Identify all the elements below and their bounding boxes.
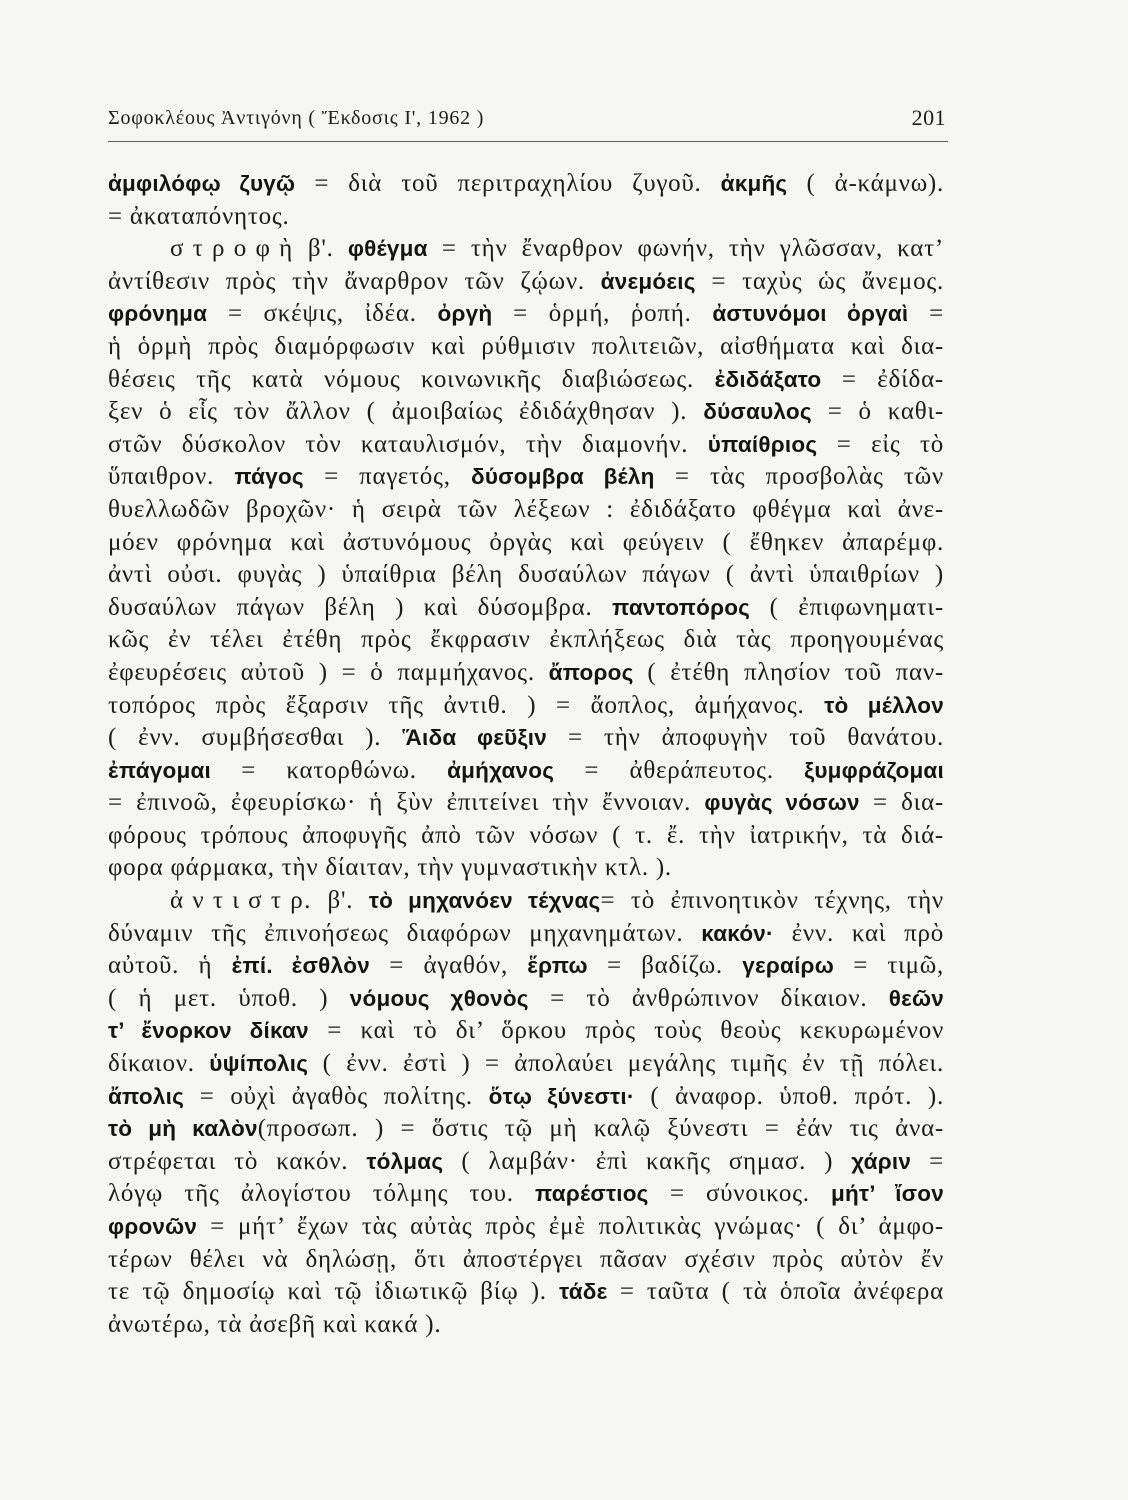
headword: ἀμήχανος xyxy=(447,757,555,783)
gloss-text: ( ἐνν. συμβήσεσθαι ). xyxy=(108,724,403,752)
gloss-text: = βαδίζω. xyxy=(587,952,743,980)
text-line xyxy=(108,168,944,201)
text-line xyxy=(108,820,944,853)
gloss-text: ἀντὶ οὐσι. φυγὰς ) ὑπαίθρια βέλη δυσαύλων πάγων ( ἀντὶ ὑπαιθρίων ) xyxy=(108,561,944,589)
text-line-content xyxy=(108,1015,944,1048)
gloss-text: ( ἐνν. ἐστὶ ) = ἀπολαύει μεγάλης τιμῆς ἐν τῇ πόλει. xyxy=(308,1050,944,1078)
headword: παρέστιος xyxy=(534,1181,649,1207)
text-line xyxy=(108,950,944,983)
gloss-text: = διὰ τοῦ περιτραχηλίου ζυγοῦ. xyxy=(295,170,721,197)
headword: τ’ ἔνορκον δίκαν xyxy=(108,1018,309,1044)
text-line xyxy=(108,201,944,234)
headword: φυγὰς νόσων xyxy=(704,790,860,816)
gloss-text: στῶν δύσκολον τὸν καταυλισμόν, τὴν διαμονήν. xyxy=(108,430,708,458)
gloss-text: ξεν ὁ εἷς τὸν ἄλλον ( ἀμοιβαίως ἐδιδάχθησαν ). xyxy=(108,398,704,426)
headword: ἀστυνόμοι ὀργαὶ xyxy=(712,301,909,327)
gloss-text: = ἀγαθόν, xyxy=(370,952,528,980)
section-marker: ἀ ν τ ι σ τ ρ. xyxy=(170,887,312,915)
headword: νόμους χθονὸς xyxy=(349,985,529,1011)
text-line xyxy=(108,1211,944,1244)
text-line-content xyxy=(108,1113,944,1146)
text-line-content xyxy=(108,787,944,820)
gloss-text: δύναμιν τῆς ἐπινοήσεως διαφόρων μηχανημάτων. xyxy=(108,919,702,947)
text-line-content xyxy=(108,1081,944,1114)
headword: ἀμφιλόφῳ ζυγῷ xyxy=(108,171,296,196)
text-line-content xyxy=(108,396,944,429)
gloss-text: φόρους τρόπους ἀποφυγῆς ἀπὸ τῶν νόσων ( τ. ἔ. τὴν ἰατρικήν, τὰ διά- xyxy=(108,821,944,849)
text-line xyxy=(108,233,944,266)
text-line-content xyxy=(108,364,944,397)
text-line-content xyxy=(108,527,944,560)
gloss-text: β'. xyxy=(293,235,348,263)
headword: ἀνεμόεις xyxy=(600,268,696,294)
text-line-content xyxy=(108,820,944,853)
text-line-content xyxy=(108,168,944,201)
gloss-text: ( ἡ μετ. ὑποθ. ) xyxy=(108,984,350,1012)
gloss-text: τοπόρος πρὸς ἔξαρσιν τῆς ἀντιθ. ) = ἄοπλος, ἀμήχανος. xyxy=(108,691,825,719)
headword: ἄπολις xyxy=(108,1083,184,1109)
text-line xyxy=(108,657,944,690)
text-line-content xyxy=(170,885,944,918)
text-line-content xyxy=(108,1146,944,1179)
gloss-text: β'. xyxy=(311,887,369,915)
gloss-text: ὕπαιθρον. xyxy=(108,463,235,491)
text-line-content xyxy=(108,755,944,788)
headword: φθέγμα xyxy=(347,236,428,262)
text-line xyxy=(108,983,944,1016)
gloss-text: τε τῷ δημοσίῳ καὶ τῷ ἰδιωτικῷ βίῳ ). xyxy=(108,1278,560,1306)
text-line xyxy=(108,755,944,788)
headword: ὅτῳ ξύνεστι· xyxy=(488,1083,635,1109)
headword: ὑψίπολις xyxy=(209,1051,309,1077)
text-line xyxy=(108,885,944,918)
headword: μήτ’ ἴσον xyxy=(831,1181,944,1207)
gloss-text: = σκέψις, ἰδέα. xyxy=(207,300,438,328)
gloss-text: τέρων θέλει νὰ δηλώσῃ, ὅτι ἀποστέργει πᾶσαν σχέσιν πρὸς αὐτὸν ἔν xyxy=(108,1245,944,1273)
text-line xyxy=(108,852,944,885)
headword: ὑπαίθριος xyxy=(707,431,818,457)
gloss-text: λόγῳ τῆς ἀλογίστου τόλμης του. xyxy=(108,1180,535,1208)
gloss-text: = τὰς προσβολὰς τῶν xyxy=(654,463,944,491)
text-line xyxy=(108,1146,944,1179)
gloss-text: θυελλωδῶν βροχῶν· ἡ σειρὰ τῶν λέξεων : ἐδιδάξατο φθέγμα καὶ ἀνε- xyxy=(108,495,944,523)
gloss-text: = τὸ ἐπινοητικὸν τέχνης, τὴν xyxy=(600,887,944,915)
page-number: 201 xyxy=(911,105,946,130)
body-text xyxy=(108,168,944,1341)
text-line xyxy=(108,364,944,397)
text-line xyxy=(108,494,944,527)
headword: τόλμας xyxy=(366,1148,444,1174)
gloss-text: ( λαμβάν· ἐπὶ κακῆς σημασ. ) xyxy=(443,1147,852,1175)
gloss-text: αὐτοῦ. ἡ xyxy=(108,952,232,980)
gloss-text: μόεν φρόνημα καὶ ἀστυνόμους ὀργὰς καὶ φεύγειν ( ἔθηκεν ἀπαρέμφ. xyxy=(108,528,944,556)
headword: γεραίρω xyxy=(742,953,834,979)
gloss-text: = μήτ’ ἔχων τὰς αὐτὰς πρὸς ἐμὲ πολιτικὰς γνώμας· ( δι’ ἀμφο- xyxy=(197,1213,944,1240)
gloss-text: = ἐδίδα- xyxy=(821,365,944,393)
gloss-text: = ταχὺς ὡς ἄνεμος. xyxy=(695,267,944,295)
gloss-text: = κατορθώνω. xyxy=(211,756,448,784)
gloss-text: ( ἐπιφωνηματι- xyxy=(750,593,944,621)
text-line-content xyxy=(108,722,944,755)
gloss-text: = τὸ ἀνθρώπινον δίκαιον. xyxy=(528,984,889,1012)
text-line-content xyxy=(108,461,944,494)
running-header xyxy=(108,104,946,132)
gloss-text: θέσεις τῆς κατὰ νόμους κοινωνικῆς διαβιώσεως. xyxy=(108,365,715,393)
text-line xyxy=(108,722,944,755)
text-line-content xyxy=(108,1244,944,1277)
headword: ξυμφράζομαι xyxy=(804,757,944,783)
headword: πάγος xyxy=(234,464,304,490)
text-line-content xyxy=(108,950,944,983)
text-line-content xyxy=(108,1211,944,1244)
gloss-text: = xyxy=(908,300,944,328)
text-line-content xyxy=(108,918,944,951)
text-line-content xyxy=(108,201,290,234)
text-line-content xyxy=(108,429,944,462)
text-line xyxy=(108,298,944,331)
headword: παντοπόρος xyxy=(612,594,751,620)
gloss-text: = δια- xyxy=(859,789,945,817)
gloss-text: = ὁ καθι- xyxy=(811,398,944,426)
gloss-text: = οὐχὶ ἀγαθὸς πολίτης. xyxy=(184,1082,489,1110)
text-line xyxy=(108,787,944,820)
headword: δύσομβρα βέλη xyxy=(470,464,655,490)
running-title: Σοφοκλέους Ἀντιγόνη ( Ἔκδοσις Ι', 1962 ) xyxy=(108,107,485,129)
text-line xyxy=(108,1113,944,1146)
text-line-content xyxy=(108,690,944,723)
gloss-text: = ἐπινοῶ, ἐφευρίσκω· ἡ ξὺν ἐπιτείνει τὴν ἔννοιαν. xyxy=(108,789,705,817)
text-line xyxy=(108,1244,944,1277)
gloss-text: φορα φάρμακα, τὴν δίαιταν, τὴν γυμναστικὴν κτλ. ). xyxy=(108,854,672,882)
headword: ἐπάγομαι xyxy=(108,757,212,783)
text-line xyxy=(108,331,944,364)
gloss-text: ( ἐτέθη πλησίον τοῦ παν- xyxy=(633,658,945,686)
gloss-text: = τιμῶ, xyxy=(833,952,945,980)
text-line-content xyxy=(108,983,944,1016)
headword: τὸ μὴ καλὸν xyxy=(108,1116,258,1142)
headword: Ἅιδα φεῦξιν xyxy=(402,725,547,751)
text-line-content xyxy=(108,298,944,331)
text-line xyxy=(108,624,944,657)
text-line xyxy=(108,690,944,723)
gloss-text: = ταῦτα ( τὰ ὁποῖα ἀνέφερα xyxy=(607,1278,944,1306)
text-line xyxy=(108,266,944,299)
gloss-text: = εἰς τὸ xyxy=(817,430,944,458)
headword: κακόν· xyxy=(701,920,774,946)
gloss-text: ἡ ὁρμὴ πρὸς διαμόρφωσιν καὶ ρύθμισιν πολιτειῶν, αἰσθήματα καὶ δια- xyxy=(108,332,944,360)
text-line xyxy=(108,1048,944,1081)
gloss-text: = ὁρμή, ῥοπή. xyxy=(492,300,713,328)
text-line-content xyxy=(108,1309,441,1342)
text-line-content xyxy=(108,559,944,592)
text-line-content xyxy=(108,1178,944,1211)
text-line-content xyxy=(108,852,672,885)
text-line xyxy=(108,1309,944,1342)
section-marker: σ τ ρ ο φ ὴ xyxy=(170,235,294,263)
text-line-content xyxy=(108,592,944,625)
gloss-text: = σύνοικος. xyxy=(648,1180,832,1208)
headword: ἄπορος xyxy=(548,659,634,685)
text-line xyxy=(108,396,944,429)
text-line-content xyxy=(108,266,944,299)
headword: ἐδιδάξατο xyxy=(714,366,822,392)
headword: τὸ μηχανόεν τέχνας xyxy=(368,888,601,914)
gloss-text: = καὶ τὸ δι’ ὅρκου πρὸς τοὺς θεοὺς κεκυρωμένον xyxy=(308,1017,945,1045)
text-line-content xyxy=(170,233,944,266)
gloss-text: ( ἀ-κάμνω). xyxy=(787,170,944,197)
gloss-text: = τὴν ἀποφυγὴν τοῦ θανάτου. xyxy=(546,724,944,752)
headword: ὀργὴ xyxy=(437,301,493,327)
text-line xyxy=(108,1081,944,1114)
gloss-text: δίκαιον. xyxy=(108,1050,210,1078)
headword: χάριν xyxy=(851,1148,912,1174)
gloss-text: = παγετός, xyxy=(303,463,471,491)
text-line xyxy=(108,559,944,592)
headword: ἕρπω xyxy=(527,953,588,979)
header-rule xyxy=(108,141,948,142)
headword: τὸ μέλλον xyxy=(824,692,944,718)
text-line xyxy=(108,527,944,560)
text-line xyxy=(108,429,944,462)
headword: φρονῶν xyxy=(108,1214,198,1239)
text-line xyxy=(108,592,944,625)
text-line-content xyxy=(108,657,944,690)
headword: φρόνημα xyxy=(108,301,208,327)
text-line xyxy=(108,918,944,951)
text-line-content xyxy=(108,331,944,364)
gloss-text: ἀνωτέρω, τὰ ἀσεβῆ καὶ κακά ). xyxy=(108,1310,442,1338)
gloss-text: = τὴν ἔναρθρον φωνήν, τὴν γλῶσσαν, κατ’ xyxy=(427,235,944,263)
gloss-text: = ἀθεράπευτος. xyxy=(554,756,805,784)
headword: ἀκμῆς xyxy=(720,171,788,196)
gloss-text: (προσωπ. ) = ὅστις τῷ μὴ καλῷ ξύνεστι = ἐάν τις ἀνα- xyxy=(257,1115,944,1143)
gloss-text: ἀντίθεσιν πρὸς τὴν ἄναρθρον τῶν ζῴων. xyxy=(108,267,601,295)
gloss-text: ( ἀναφορ. ὑποθ. πρότ. ). xyxy=(634,1082,944,1110)
headword: ἐπί. ἐσθλὸν xyxy=(231,953,371,979)
text-line-content xyxy=(108,1048,944,1081)
text-line xyxy=(108,1178,944,1211)
text-line-content xyxy=(108,1276,944,1309)
text-line xyxy=(108,461,944,494)
text-line xyxy=(108,1276,944,1309)
gloss-text: ἐφευρέσεις αὐτοῦ ) = ὁ παμμήχανος. xyxy=(108,658,549,686)
text-line-content xyxy=(108,624,944,657)
gloss-text: στρέφεται τὸ κακόν. xyxy=(108,1147,367,1175)
headword: θεῶν xyxy=(888,985,945,1011)
text-line-content xyxy=(108,494,944,527)
text-line xyxy=(108,1015,944,1048)
headword: τάδε xyxy=(559,1279,608,1305)
gloss-text: = xyxy=(911,1147,944,1175)
gloss-text: δυσαύλων πάγων βέλη ) καὶ δύσομβρα. xyxy=(108,593,613,621)
gloss-text: κῶς ἐν τέλει ἐτέθη πρὸς ἔκφρασιν ἐκπλήξεως διὰ τὰς προηγουμένας xyxy=(108,626,944,654)
headword: δύσαυλος xyxy=(703,399,812,425)
gloss-text: = ἀκαταπόνητος. xyxy=(108,202,290,230)
gloss-text: ἐνν. καὶ πρὸ xyxy=(773,919,945,947)
